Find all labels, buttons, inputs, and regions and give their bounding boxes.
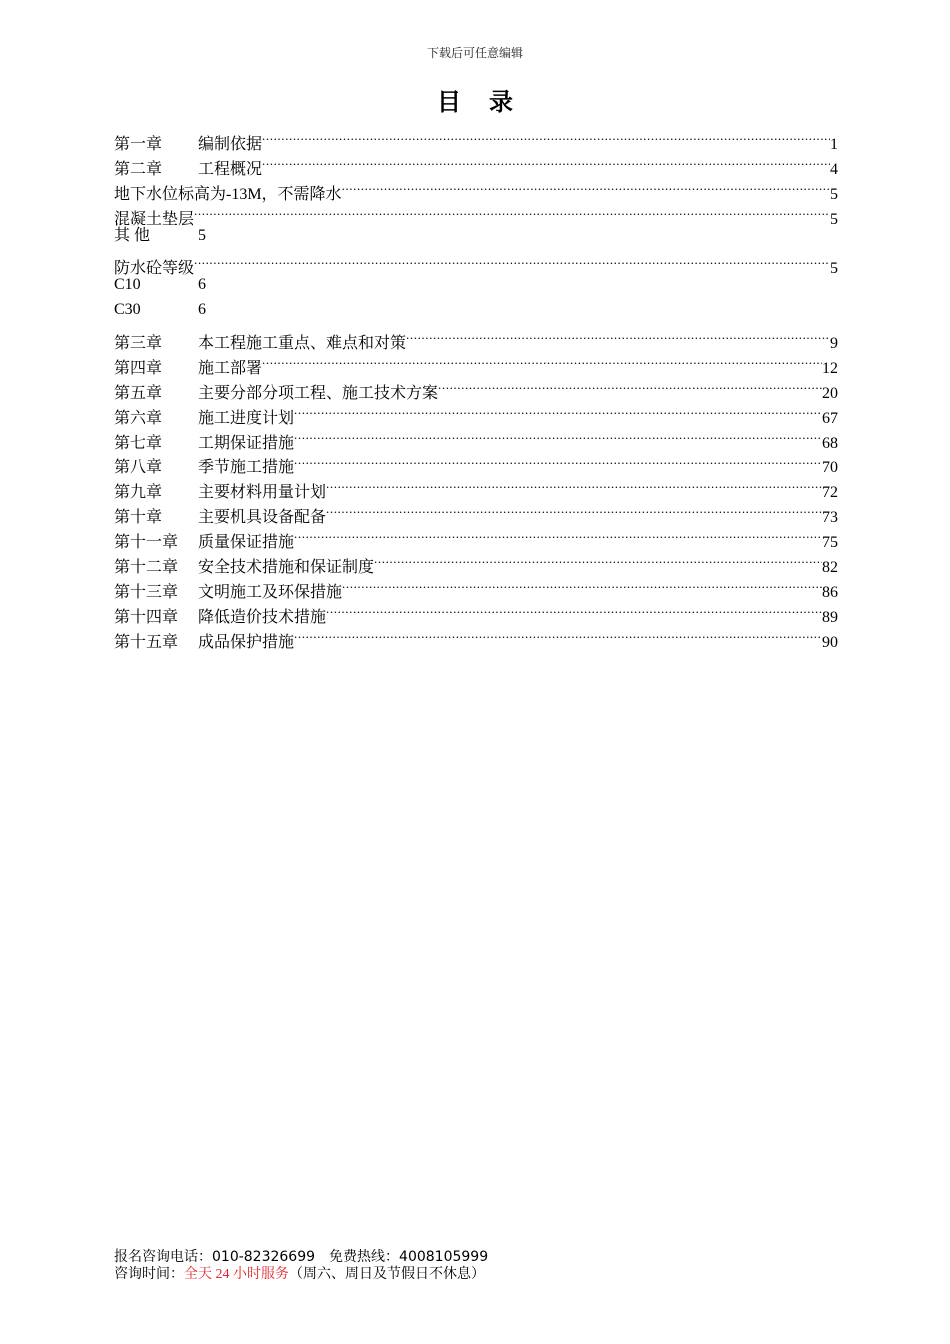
toc-entry-page: 70	[822, 459, 838, 477]
toc-dot-leader	[294, 423, 822, 448]
toc-entry[interactable]	[114, 273, 838, 298]
toc-entry-number: 第八章	[114, 459, 163, 477]
toc-title: 目录	[437, 90, 541, 116]
toc-entry[interactable]	[114, 248, 838, 278]
toc-entry-page: 5	[830, 210, 838, 228]
toc-dot-leader	[294, 448, 822, 473]
toc-entry-title: 主要分部分项工程、施工技术方案	[198, 384, 439, 402]
toc-entry[interactable]	[114, 199, 838, 228]
toc-dot-leader	[262, 149, 830, 174]
toc-dot-leader	[194, 248, 830, 273]
toc-dot-leader	[438, 373, 822, 398]
toc-entry-title: 工程概况	[198, 160, 263, 178]
toc-entry-page: 1	[830, 135, 838, 153]
toc-dot-leader	[294, 398, 822, 423]
toc-entry-title: 降低造价技术措施	[198, 608, 327, 626]
toc-dot-leader	[326, 472, 822, 497]
toc-dot-leader	[342, 174, 830, 199]
toc-entry-number: 其 他	[114, 226, 151, 244]
phone-label: 报名咨询电话：	[114, 1250, 212, 1265]
toc-entry-number: 第十一章	[114, 534, 179, 552]
footer-contact-line	[114, 1249, 488, 1266]
toc-entry-title: 5	[198, 226, 206, 244]
toc-entry-number: C10	[114, 276, 141, 294]
toc-entry[interactable]	[114, 224, 838, 249]
table-of-contents	[114, 124, 838, 651]
toc-entry-page: 75	[822, 534, 838, 552]
toc-entry-title: 防水砼等级	[114, 260, 195, 278]
toc-entry-page: 9	[830, 335, 838, 353]
toc-entry-number: 第四章	[114, 359, 163, 377]
toc-entry-page: 82	[822, 559, 838, 577]
toc-entry-number: 第十三章	[114, 583, 179, 601]
toc-dot-leader	[326, 497, 822, 522]
toc-dot-leader	[374, 547, 822, 572]
toc-entry-title: 混凝土垫层	[114, 210, 195, 228]
hotline-label: 免费热线：	[329, 1250, 400, 1265]
toc-dot-leader	[406, 323, 830, 348]
phone-number: 010-82326699	[212, 1249, 316, 1265]
toc-entry-title: 文明施工及环保措施	[198, 583, 343, 601]
toc-entry-number: 第三章	[114, 335, 163, 353]
toc-entry-page: 72	[822, 484, 838, 502]
toc-entry-page: 86	[822, 583, 838, 601]
toc-entry-page: 5	[830, 260, 838, 278]
hotline-number: 4008105999	[399, 1249, 489, 1265]
toc-entry-number: 第十四章	[114, 608, 179, 626]
toc-entry-page: 4	[830, 160, 838, 178]
toc-entry[interactable]	[114, 124, 838, 153]
toc-entry-page: 73	[822, 509, 838, 527]
toc-dot-leader	[294, 622, 822, 647]
toc-dot-leader	[262, 124, 830, 149]
toc-dot-leader	[194, 199, 830, 224]
toc-dot-leader	[294, 522, 822, 547]
toc-entry-title: 施工进度计划	[198, 409, 295, 427]
toc-entry-title: 本工程施工重点、难点和对策	[198, 335, 407, 353]
toc-entry-number: 第二章	[114, 160, 163, 178]
toc-entry-number: C30	[114, 301, 141, 319]
footer	[114, 1249, 488, 1283]
toc-entry-title: 安全技术措施和保证制度	[198, 559, 375, 577]
toc-entry-number: 第九章	[114, 484, 163, 502]
toc-entry-title: 质量保证措施	[198, 534, 295, 552]
header-note: 下载后可任意编辑	[426, 46, 523, 60]
toc-entry-title: 主要材料用量计划	[198, 484, 327, 502]
toc-entry-title: 施工部署	[198, 359, 263, 377]
toc-entry-title: 季节施工措施	[198, 459, 295, 477]
toc-entry-page: 90	[822, 633, 838, 651]
toc-dot-leader	[326, 597, 822, 622]
toc-entry-title: 成品保护措施	[198, 633, 295, 651]
toc-entry-number: 第十五章	[114, 633, 179, 651]
toc-entry-number: 第五章	[114, 384, 163, 402]
toc-entry-title: 地下水位标高为-13M，不需降水	[114, 185, 342, 203]
toc-entry-page: 5	[830, 185, 838, 203]
toc-dot-leader	[262, 348, 822, 373]
toc-entry-page: 12	[822, 359, 838, 377]
hours-label: 咨询时间：	[114, 1267, 184, 1282]
toc-entry-title: 编制依据	[198, 135, 263, 153]
toc-entry-number: 第六章	[114, 409, 163, 427]
toc-entry-number: 第十章	[114, 509, 163, 527]
hours-highlight: 全天 24 小时服务	[184, 1267, 289, 1282]
toc-entry-number: 第七章	[114, 434, 163, 452]
toc-entry[interactable]	[114, 298, 838, 323]
toc-entry-title: 工期保证措施	[198, 434, 295, 452]
toc-entry-page: 20	[822, 384, 838, 402]
toc-dot-leader	[342, 572, 822, 597]
toc-entry-page: 89	[822, 608, 838, 626]
toc-entry-page: 68	[822, 434, 838, 452]
toc-entry[interactable]	[114, 323, 838, 353]
footer-hours-line	[114, 1266, 488, 1283]
hours-note: （周六、周日及节假日不休息）	[289, 1267, 485, 1282]
toc-entry-title: 主要机具设备配备	[198, 509, 327, 527]
toc-entry-title: 6	[198, 301, 206, 319]
toc-entry-number: 第一章	[114, 135, 163, 153]
toc-entry-number: 第十二章	[114, 559, 179, 577]
toc-entry-page: 67	[822, 409, 838, 427]
toc-entry-title: 6	[198, 276, 206, 294]
